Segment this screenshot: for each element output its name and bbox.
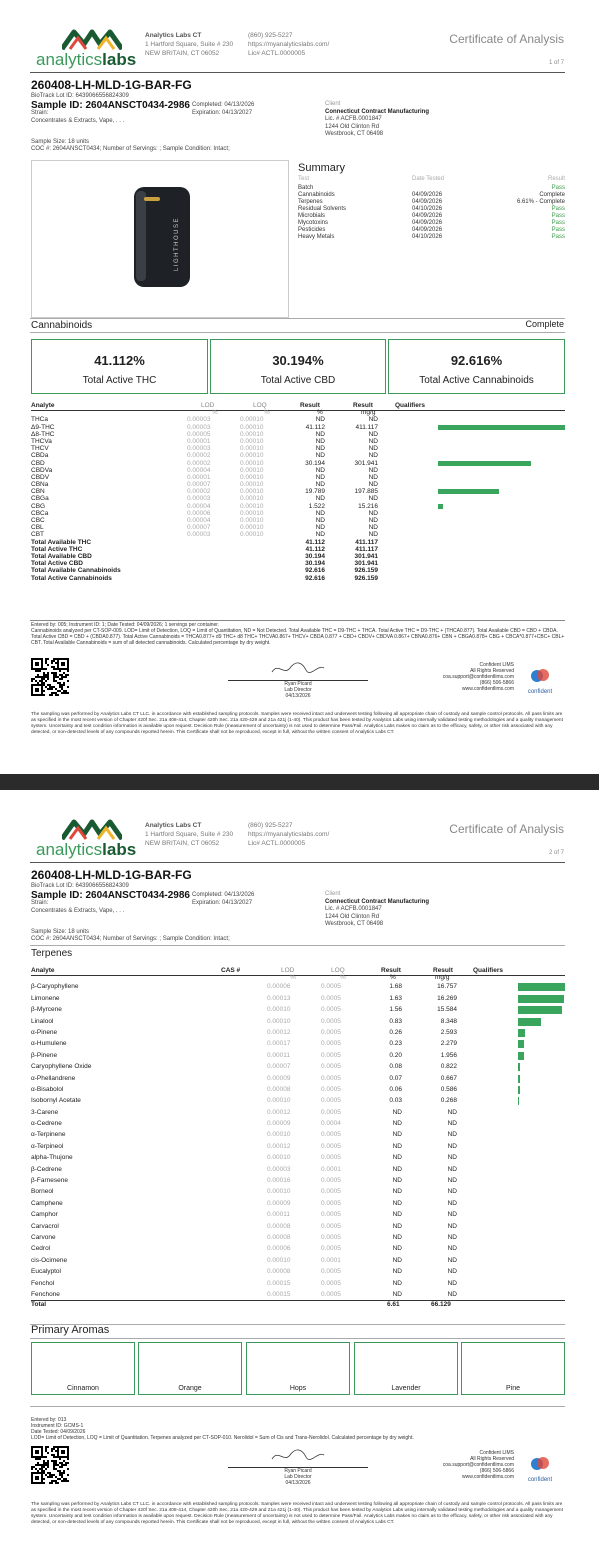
coa-page-2 bbox=[0, 790, 599, 1564]
table-row: CBT 0.00003 0.00010 ND ND bbox=[31, 531, 378, 539]
summary-title: Summary bbox=[298, 162, 346, 174]
table-row: Carvone 0.00008 0.0005 ND ND bbox=[31, 1233, 457, 1241]
lab-contact: (860) 925-5227 https://myanalyticslabs.com/ Lic# ACTL.0000005 bbox=[248, 32, 330, 57]
sample-size: Sample Size: 18 units bbox=[31, 929, 90, 935]
coa-page-1 bbox=[0, 0, 599, 774]
qualifier-bar bbox=[518, 1029, 525, 1037]
total-active-cannabinoids-box: 92.616% Total Active Cannabinoids bbox=[388, 339, 565, 394]
table-row: Caryophyllene Oxide 0.00007 0.0005 0.08 0.822 bbox=[31, 1061, 565, 1072]
entered-by: Entered by: 013 bbox=[31, 1417, 67, 1423]
lab-address: Analytics Labs CT 1 Hartford Square, Suite # 230 NEW BRITAIN, CT 06052 bbox=[145, 32, 234, 57]
lab-address: Analytics Labs CT 1 Hartford Square, Suite # 230 NEW BRITAIN, CT 06052 bbox=[145, 822, 234, 847]
total-active-thc-box: 41.112% Total Active THC bbox=[31, 339, 208, 394]
confident-logo-icon bbox=[530, 1456, 550, 1472]
total-active-cbd-box: 30.194% Total Active CBD bbox=[210, 339, 386, 394]
aroma-lavender: Lavender bbox=[354, 1342, 458, 1395]
table-header: Analyte LOD LOQ Result Result Qualifiers bbox=[31, 402, 425, 409]
divider bbox=[30, 862, 565, 863]
table-row: α-Phellandrene 0.00009 0.0005 0.07 0.667 bbox=[31, 1073, 565, 1084]
aroma-cinnamon: Cinnamon bbox=[31, 1342, 135, 1395]
qualifier-bar bbox=[518, 1018, 541, 1026]
confident-lims-info: Confident LIMS All Rights Reserved coa.support@confidentlims.com (866) 506-5866 www.confidentlims.com bbox=[442, 662, 514, 692]
table-row: Camphor 0.00011 0.0005 ND ND bbox=[31, 1211, 457, 1219]
summary-row: Heavy Metals 04/10/2026 Pass bbox=[298, 234, 565, 240]
strain: Strain: bbox=[31, 110, 49, 116]
completed-date: Completed: 04/13/2026 bbox=[192, 892, 255, 898]
logo-text: analyticslabs bbox=[36, 840, 137, 859]
table-row: α-Humulene 0.00017 0.0005 0.23 2.279 bbox=[31, 1038, 565, 1049]
summary-panel bbox=[298, 162, 565, 241]
qualifier-bar bbox=[518, 1097, 519, 1105]
summary-row: Microbials 04/09/2026 Pass bbox=[298, 213, 565, 219]
logo-peaks-icon bbox=[62, 818, 122, 840]
qualifier-bar bbox=[438, 504, 443, 509]
divider bbox=[30, 1338, 565, 1339]
signature-block: Ryan Picard Lab Director 04/13/2026 bbox=[228, 1447, 368, 1486]
aroma-pine: Pine bbox=[461, 1342, 565, 1395]
sample-id: Sample ID: 2604ANSCT0434-2986 bbox=[31, 100, 190, 111]
table-row: α-Cedrene 0.00009 0.0004 ND ND bbox=[31, 1120, 457, 1128]
qualifier-bar bbox=[518, 995, 564, 1003]
qualifier-bar bbox=[518, 983, 565, 991]
qualifier-bar bbox=[518, 1006, 562, 1014]
summary-header: Test Date Tested Result bbox=[298, 176, 565, 182]
table-row: Linalool 0.00010 0.0005 0.83 8.348 bbox=[31, 1016, 565, 1027]
table-row: CBDV 0.00001 0.00010 ND ND bbox=[31, 473, 378, 481]
table-row: CBCa 0.00006 0.00010 ND ND bbox=[31, 509, 378, 517]
strain: Strain: bbox=[31, 900, 49, 906]
divider bbox=[30, 72, 565, 73]
table-row: CBNa 0.00007 0.00010 ND ND bbox=[31, 481, 378, 489]
qr-code-icon bbox=[31, 658, 69, 696]
terpenes-table bbox=[31, 967, 565, 1308]
qualifier-bar bbox=[518, 1040, 524, 1048]
page-number: 2 of 7 bbox=[548, 850, 564, 856]
table-row: Fenchone 0.00015 0.0005 ND ND bbox=[31, 1290, 457, 1298]
table-row: CBC 0.00004 0.00010 ND ND bbox=[31, 517, 378, 524]
total-row: Total Active THC 41.112 411.117 bbox=[31, 545, 378, 553]
page-number: 1 of 7 bbox=[548, 60, 564, 66]
terpenes-title: Terpenes bbox=[31, 948, 73, 959]
cannabinoid-method-note: Cannabinoids analyzed per CT-SOP-009. LOD= Limit of Detection, LOQ = Limit of Quantitation, ND = Not Detected. Total Available THC = D9-THC + THCA. Total Active THC = D9-THC + (THCA0.877). Total Available CBD = CBD + CBDA. Total Active CBD = CBD + (CBDA0.877). Total Active Cannabinoids = THCA0.877+ d9 THC+ d8 THC+ THCVA0.867+ THCV+ CBDA 0.877 + CBD+ CBDV+ CBDVA 0.867+ CBNA0.876+ CBN + CBGA0.878+ CBG + CBCA*0.877+CBC+ CBL+ CBT. Total Available Cannabinoids = sum of all detected cannabinoids. Calculated percentage by dry weight. bbox=[31, 628, 565, 646]
product-image bbox=[31, 160, 289, 318]
table-row: THCa 0.00003 0.00010 ND ND bbox=[31, 416, 378, 424]
total-row: Total Active CBD 30.194 301.941 bbox=[31, 560, 378, 568]
expiration-date: Expiration: 04/13/2027 bbox=[192, 900, 253, 906]
coc-info: COC #: 2604ANSCT0434; Number of Servings: ; Sample Condition: Intact; bbox=[31, 936, 230, 942]
doc-title: Certificate of Analysis bbox=[449, 32, 564, 46]
qualifier-bar bbox=[518, 1063, 520, 1071]
sample-size: Sample Size: 18 units bbox=[31, 139, 90, 145]
table-row: Eucalyptol 0.00008 0.0005 ND ND bbox=[31, 1268, 457, 1276]
logo-text: analyticslabs bbox=[36, 50, 137, 69]
confident-logo: confident bbox=[520, 1456, 560, 1483]
qualifier-bar bbox=[518, 1075, 520, 1083]
divider bbox=[30, 1406, 565, 1407]
table-units: % % % mg/g bbox=[212, 409, 376, 417]
total-row: Total Active Cannabinoids 92.616 926.159 bbox=[31, 574, 378, 582]
signature-block: Ryan Picard Lab Director 04/13/2026 bbox=[228, 660, 368, 699]
disclaimer: The sampling was performed by Analytics Labs CT LLC. in accordance with established sampling protocols. Samples were received intact and underwent testing following all appropriate chain of custody and sample control protocols. All pass limits are as specified in the most recent version of Chapter 420f Sec. 21a 408-414, Chapter 420h Sec. 21a 420-429 and 21a 421j (1-40). This product has been tested by Analytics Labs using internally validated testing methodologies and a quality management system. Uncertainty and test condition information is available upon request. Decision Rule (measurement of uncertainty) is not used to determine Pass/Fail. Analytics Labs makes no claim as to the efficacy, safety, or other risk associated with any detected, or non-detected levels of any compounds reported herein. This Certificate shall not be reproduced, except in full, without the written consent of Analytics Labs CT. bbox=[31, 712, 563, 735]
table-row: Camphene 0.00009 0.0005 ND ND bbox=[31, 1199, 457, 1207]
instrument-id: Instrument ID: GCMS-1 bbox=[31, 1423, 84, 1429]
qr-code-icon bbox=[31, 1446, 69, 1484]
biotrack-id: BioTrack Lot ID: 6439066556824309 bbox=[31, 883, 129, 889]
summary-row: Residual Solvents 04/10/2026 Pass bbox=[298, 206, 565, 212]
qualifier-bar bbox=[518, 1086, 520, 1094]
summary-row: Mycotoxins 04/09/2026 Pass bbox=[298, 220, 565, 226]
total-row: Total Available CBD 30.194 301.941 bbox=[31, 552, 378, 560]
cannabinoids-title: Cannabinoids bbox=[31, 320, 93, 331]
table-row: CBN 0.00002 0.00010 19.789 197.885 bbox=[31, 488, 565, 495]
table-row: Δ8-THC 0.00005 0.00010 ND ND bbox=[31, 430, 378, 438]
summary-row: Batch Pass bbox=[298, 185, 565, 191]
table-row: Carvacrol 0.00008 0.0005 ND ND bbox=[31, 1222, 457, 1230]
table-row: alpha-Thujone 0.00010 0.0005 ND ND bbox=[31, 1154, 457, 1162]
table-header: Analyte CAS # LOD LOQ Result Result Qualifiers bbox=[31, 967, 503, 974]
divider bbox=[30, 945, 565, 946]
summary-row: Pesticides 04/09/2026 Pass bbox=[298, 227, 565, 233]
table-row: CBL 0.00007 0.00010 ND ND bbox=[31, 524, 378, 532]
coc-info: COC #: 2604ANSCT0434; Number of Servings: ; Sample Condition: Intact; bbox=[31, 146, 230, 152]
client-block: Client Connecticut Contract Manufacturing Lic. # ACFB.0001847 1244 Old Clinton Rd Westbrook, CT 06498 bbox=[325, 891, 430, 927]
cannabinoids-table bbox=[31, 402, 565, 582]
cannabinoid-note-1: Entered by: 005; Instrument ID: 1; Date Tested: 04/09/2026; 1 servings per container. bbox=[31, 622, 220, 628]
divider bbox=[30, 332, 565, 333]
table-row: Cedrol 0.00006 0.0005 ND ND bbox=[31, 1245, 457, 1253]
qr-code[interactable] bbox=[31, 658, 69, 696]
device-brand-text: LIGHTHOUSE bbox=[174, 216, 180, 271]
table-row: α-Terpineol 0.00012 0.0005 ND ND bbox=[31, 1142, 457, 1150]
table-row: α-Pinene 0.00012 0.0005 0.26 2.593 bbox=[31, 1027, 565, 1038]
table-row: β-Farnesene 0.00016 0.0005 ND ND bbox=[31, 1177, 457, 1185]
table-row: THCV 0.00003 0.00010 ND ND bbox=[31, 445, 378, 453]
table-row: β-Caryophyllene 0.00006 0.0005 1.68 16.757 bbox=[31, 981, 565, 992]
table-row: CBDVa 0.00004 0.00010 ND ND bbox=[31, 466, 378, 474]
table-row: CBG 0.00004 0.00010 1.522 15.216 bbox=[31, 503, 565, 510]
divider bbox=[30, 318, 565, 319]
date-tested: Date Tested: 04/09/2026 bbox=[31, 1429, 86, 1435]
table-row: Limonene 0.00013 0.0005 1.63 16.269 bbox=[31, 993, 565, 1004]
qualifier-bar bbox=[438, 425, 565, 430]
biotrack-id: BioTrack Lot ID: 6439066556824309 bbox=[31, 93, 129, 99]
completed-date: Completed: 04/13/2026 bbox=[192, 102, 255, 108]
divider bbox=[30, 1324, 565, 1325]
doc-title: Certificate of Analysis bbox=[449, 822, 564, 836]
aroma-orange: Orange bbox=[138, 1342, 242, 1395]
table-row: CBD 0.00002 0.00010 30.194 301.941 bbox=[31, 460, 565, 467]
matrix: Concentrates & Extracts, Vape, . . . bbox=[31, 118, 125, 124]
terpene-method-note: LOD= Limit of Detection, LOQ = Limit of Quantitation. Terpenes analyzed per CT-SOP-010. Nerolidol = Sum of Cis and Trans-Nerolidol. Calculated percentage by dry weight. bbox=[31, 1435, 414, 1441]
summary-row: Terpenes 04/09/2026 6.61% - Complete bbox=[298, 199, 565, 205]
terpenes-total-row: Total 6.61 66.129 bbox=[31, 1300, 565, 1307]
lab-contact: (860) 925-5227 https://myanalyticslabs.com/ Lic# ACTL.0000005 bbox=[248, 822, 330, 847]
table-row: 3-Carene 0.00012 0.0005 ND ND bbox=[31, 1108, 457, 1116]
table-row: Isobornyl Acetate 0.00010 0.0005 0.03 0.268 bbox=[31, 1095, 565, 1106]
divider bbox=[30, 620, 565, 621]
table-row: THCVa 0.00001 0.00010 ND ND bbox=[31, 437, 378, 445]
summary-row: Cannabinoids 04/09/2026 Complete bbox=[298, 192, 565, 198]
cannabinoids-status: Complete bbox=[525, 319, 564, 329]
qualifier-bar bbox=[518, 1052, 524, 1060]
table-row: β-Myrcene 0.00010 0.0005 1.56 15.584 bbox=[31, 1004, 565, 1015]
table-units: % % % mg/g bbox=[290, 974, 450, 982]
table-row: Fenchol 0.00015 0.0005 ND ND bbox=[31, 1279, 457, 1287]
qualifier-bar bbox=[438, 489, 499, 494]
table-row: Δ9-THC 0.00003 0.00010 41.112 411.117 bbox=[31, 424, 565, 431]
total-row: Total Available THC 41.112 411.117 bbox=[31, 538, 378, 546]
table-row: α-Bisabolol 0.00008 0.0005 0.06 0.586 bbox=[31, 1084, 565, 1095]
client-block: Client Connecticut Contract Manufacturing Lic. # ACFB.0001847 1244 Old Clinton Rd Westbrook, CT 06498 bbox=[325, 101, 430, 137]
signature-icon bbox=[268, 1447, 328, 1465]
total-row: Total Available Cannabinoids 92.616 926.159 bbox=[31, 567, 378, 575]
signature-icon bbox=[268, 660, 328, 678]
table-row: CBDa 0.00002 0.00010 ND ND bbox=[31, 452, 378, 460]
table-row: β-Pinene 0.00011 0.0005 0.20 1.956 bbox=[31, 1050, 565, 1061]
table-row: CBGa 0.00003 0.00010 ND ND bbox=[31, 495, 378, 503]
lot-number: 260408-LH-MLD-1G-BAR-FG bbox=[31, 868, 192, 882]
aroma-hops: Hops bbox=[246, 1342, 350, 1395]
matrix: Concentrates & Extracts, Vape, . . . bbox=[31, 908, 125, 914]
expiration-date: Expiration: 04/13/2027 bbox=[192, 110, 253, 116]
table-row: cis-Ocimene 0.00010 0.0001 ND ND bbox=[31, 1256, 457, 1264]
confident-logo-icon bbox=[530, 668, 550, 684]
disclaimer: The sampling was performed by Analytics Labs CT LLC. in accordance with established sampling protocols. Samples were received intact and underwent testing following all appropriate chain of custody and sample control protocols. All pass limits are as specified in the most recent version of Chapter 420f Sec. 21a 408-414, Chapter 420h Sec. 21a 420-429 and 21a 421j (1-40). This product has been tested by Analytics Labs using internally validated testing methodologies and a quality management system. Uncertainty and test condition information is available upon request. Decision Rule (measurement of uncertainty) is not used to determine Pass/Fail. Analytics Labs makes no claim as to the efficacy, safety, or other risk associated with any detected, or non-detected levels of any compounds reported herein. This Certificate shall not be reproduced, except in full, without the written consent of Analytics Labs CT. bbox=[31, 1502, 563, 1525]
table-row: α-Terpinene 0.00010 0.0005 ND ND bbox=[31, 1131, 457, 1139]
qualifier-bar bbox=[438, 461, 531, 466]
primary-aromas-title: Primary Aromas bbox=[31, 1324, 110, 1336]
confident-lims-info: Confident LIMS All Rights Reserved coa.support@confidentlims.com (866) 506-5866 www.confidentlims.com bbox=[442, 1450, 514, 1480]
table-row: Borneol 0.00010 0.0005 ND ND bbox=[31, 1188, 457, 1196]
vape-device-icon bbox=[32, 161, 290, 319]
table-row: β-Cedrene 0.00003 0.0001 ND ND bbox=[31, 1165, 457, 1173]
page-separator bbox=[0, 774, 599, 790]
lot-number: 260408-LH-MLD-1G-BAR-FG bbox=[31, 78, 192, 92]
confident-logo: confident bbox=[520, 668, 560, 695]
qr-code[interactable] bbox=[31, 1446, 69, 1484]
sample-id: Sample ID: 2604ANSCT0434-2986 bbox=[31, 890, 190, 901]
logo-peaks-icon bbox=[62, 28, 122, 50]
